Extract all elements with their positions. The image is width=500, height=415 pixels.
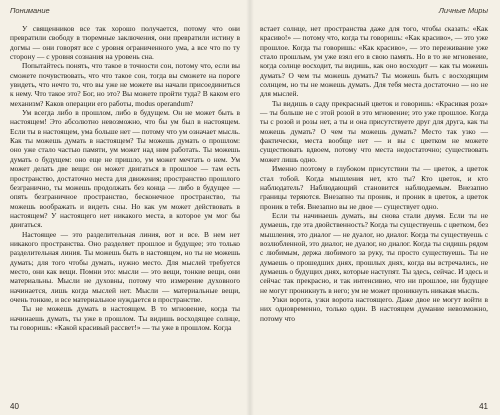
paragraph: Настоящее — это разделительная линия, вот и все. В нем нет никакого пространства. Оно разделяет прошлое и будущее; это только разделительная линия. Ты можешь быть в настоящем, но ты не можешь думать; для того чтобы думать, нужно место. Для мыслей требуется место, они как вещи. Помни это: мысли — это вещи, тонкие вещи, они материальны. Мысли не духовны, потому что измерение духовного начинается, лишь когда мыслей нет. Мысли — материальные вещи, очень тонкие, и все материальное нуждается в пространстве. — [10, 229, 240, 304]
running-head-right: Личные Миры — [438, 6, 488, 15]
running-head-left: Понимание — [10, 6, 50, 15]
paragraph: Ты видишь в саду прекрасный цветок и говоришь: «Красивая роза» — ты больше не с этой розой в это мгновение; это уже прошлое. Когда ты с розой и розы нет, а ты и она присутствуете друг для друга, как ты можешь думать? О чем ты можешь думать? Место так узко — фактически, места вообще нет — и вы с цветком не можете существовать вдвоем, потому что места недостаточно; существовать может лишь одно. — [260, 98, 488, 164]
right-page-body — [260, 24, 488, 323]
page-number-left: 40 — [10, 402, 19, 411]
right-page — [250, 0, 500, 415]
paragraph: Если ты начинаешь думать, вы снова стали двумя. Если ты не думаешь, где эта двойственность? Когда ты существуешь с цветком, без мышления, это диалог — не дуалог, но диалог. Когда ты существуешь с возлюбленной, это диалог, не дуалог, но диалог. Когда ты сидишь рядом с любимым, держа любимого за руку, ты просто существуешь. Ты не думаешь о прошедших днях, прошлых днях, когда вы встречались, не думаешь о будущих днях, которые наступят. Ты здесь, сейчас. И здесь и сейчас так прекрасно, и так интенсивно, что ни прошлое, ни будущее не могут проникнуть в него; ум не может проникнуть никакая мысль. — [260, 210, 488, 295]
page-number-right: 41 — [479, 402, 488, 411]
paragraph: У священников все так хорошо получается, потому что они превратили свободу в тюремные заключения, они превратили истину в догмы — они говорят все с уровня ограниченного ума, а все что по ту сторону — с уровня сознания на уровень сна. — [10, 24, 240, 62]
paragraph: Узки ворота, узки ворота настоящего. Даже двое не могут войти в них одновременно, только один. В настоящем думание невозможно, потому что — [260, 294, 488, 323]
paragraph: Именно поэтому в глубоком присутствии ты — цветок, а цветок стал тобой. Когда мышления нет, кто ты? Кто цветок, и кто наблюдатель? Наблюдающий становится наблюдаемым. Внезапно границы теряются. Внезапно ты проник, и проник в цветок, а цветок проник в тебя. Внезапно вы не двое — существует одно. — [260, 164, 488, 211]
paragraph: встает солнце, нет пространства даже для того, чтобы сказать: «Как красиво!» — потому что, когда ты говоришь: «Как красиво», — это уже прошлое. Когда ты говоришь: «Как красиво», — это переживание уже стало прошлым, ум уже взял его в свою память. Но в то же мгновение, когда солнце восходит, ты видишь, как оно восходит — как ты можешь думать? О чем ты можешь думать? Ты можешь быть с восходящим солнцем, но ты не можешь думать. Для тебя места достаточно — но не для мыслей. — [260, 24, 488, 99]
paragraph: Попытайтесь понять, что такое в точности сон, потому что, если вы сможете почувствовать, что что такое сон, тогда вы сможете на пороге увидеть, что нечто то, что вы уже не можете вы начали присоединиться к нему. Что такое это? Бог, но это? Вы можете пройти туда? В каком его механизм? Каков операции его работы, modus operandum? — [10, 61, 240, 108]
paragraph: Ты не можешь думать в настоящем. В то мгновение, когда ты начинаешь думать, ты уже в прошлом. Ты видишь восходящее солнце, ты говоришь: «Какой красивый рассвет!» — ты уже в прошлом. Когда — [10, 304, 240, 332]
paragraph: Ум всегда либо в прошлом, либо в будущем. Он не может быть в настоящем! Это абсолютно невозможно, что бы ум был в настоящем. Если ты в настоящем, ума больше нет — потому что ум означает мысль. Как ты можешь думать в настоящем? Ты можешь думать о прошлом: оно уже стало частью памяти, ум может над ним работать. Ты можешь думать о будущем: оно еще не пришло, ум может мечтать о нем. Ум может делать две вещи: он может двигаться в прошлое — там есть пространство, достаточно места для движения; пространство прошлого безгранично, ты можешь продолжать без конца — либо в будущее — опять безграничное пространство, бесконечное пространство, ты можешь воображать и видеть сны. Но как ум может действовать в настоящем? У настоящего нет никакого места, в которое ум мог бы двигаться. — [10, 108, 240, 230]
left-page-body — [10, 24, 240, 332]
